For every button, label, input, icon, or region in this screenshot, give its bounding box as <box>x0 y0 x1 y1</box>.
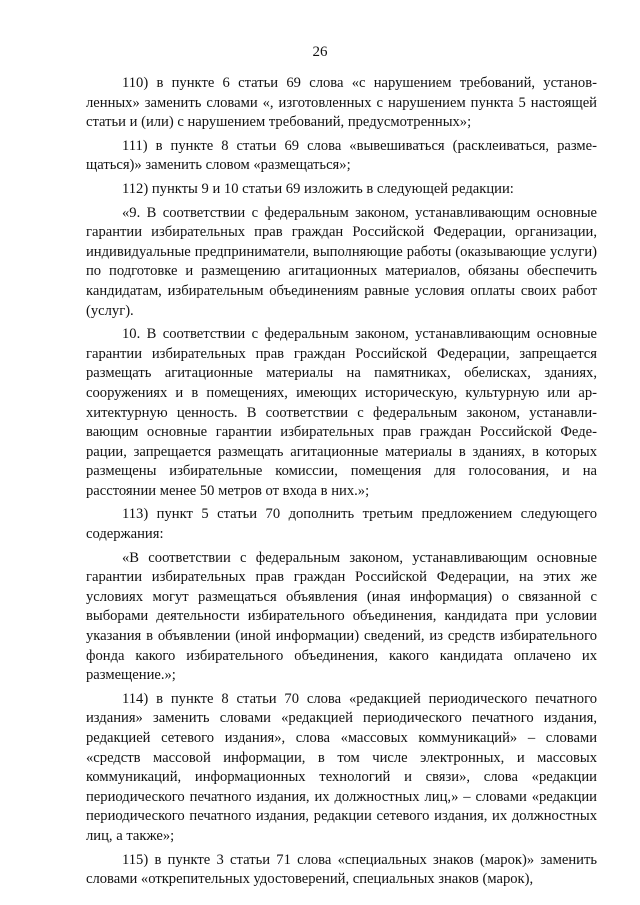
paragraph-item-110: 110) в пункте 6 статьи 69 слова «с нарушением требований, установленных» заменить словами «, изготовленных с нарушением пункта 5 настоящей статьи и (или) с нарушением требований, предусмотренных»; <box>86 75 597 131</box>
quoted-paragraph-addition: «В соответствии с федеральным законом, устанавливающим основные гарантии избирательных прав граждан Российской Федерации, на этих же условиях могут размещаться объявления (иная информация) о связанной с выборами деятельности избирательного объединения, кандидата при условии указания в объявлении (иной информации) сведений, из средств избирательного фонда какого избирательного объединения, какого кандидата оплачено их размещение.»; <box>86 549 597 684</box>
paragraph-item-113: 113) пункт 5 статьи 70 дополнить третьим предложением следующего содержания: <box>86 506 597 543</box>
paragraph-item-111: 111) в пункте 8 статьи 69 слова «вывешиваться (расклеиваться, размещаться)» заменить словом «размещаться»; <box>86 137 597 174</box>
document-body <box>86 74 597 894</box>
quoted-paragraph-10: 10. В соответствии с федеральным законом, устанавливающим основные гарантии избирательных прав граждан Российской Федерации, запрещается размещать агитационные материалы на памятниках, обелисках, зданиях, сооружениях и в помещениях, имеющих историческую, культурную или архитектурную ценность. В соответствии с федеральным законом, устанавливающим основные гарантии избирательных прав граждан Российской Федерации, запрещается размещать агитационные материалы в зданиях, в которых размещены избирательные комиссии, помещения для голосования, и на расстоянии менее 50 метров от входа в них.»; <box>86 326 597 499</box>
paragraph-item-112: 112) пункты 9 и 10 статьи 69 изложить в следующей редакции: <box>122 180 514 197</box>
paragraph-item-115: 115) в пункте 3 статьи 71 слова «специальных знаков (марок)» заменить словами «открепительных удостоверений, специальных знаков (марок), <box>86 851 597 888</box>
paragraph-item-114: 114) в пункте 8 статьи 70 слова «редакцией периодического печатного издания» заменить словами «редакцией периодического печатного издания, редакцией сетевого издания», слова «массовых коммуникаций» – словами «средств массовой информации, в том числе электронных, и массовых коммуникаций, информационных технологий и связи», слова «редакции периодического печатного издания, их должностных лиц,» – словами «редакции периодического печатного издания, редакции сетевого издания, их должностных лиц, а также»; <box>86 690 597 844</box>
quoted-paragraph-9: «9. В соответствии с федеральным законом, устанавливающим основные гарантии избирательных прав граждан Российской Федерации, организации, индивидуальные предприниматели, выполняющие работы (оказывающие услуги) по подготовке и размещению агитационных материалов, обязаны обеспечить кандидатам, избирательным объединениям равные условия оплаты своих работ (услуг). <box>86 204 597 319</box>
page-number: 26 <box>312 44 328 60</box>
